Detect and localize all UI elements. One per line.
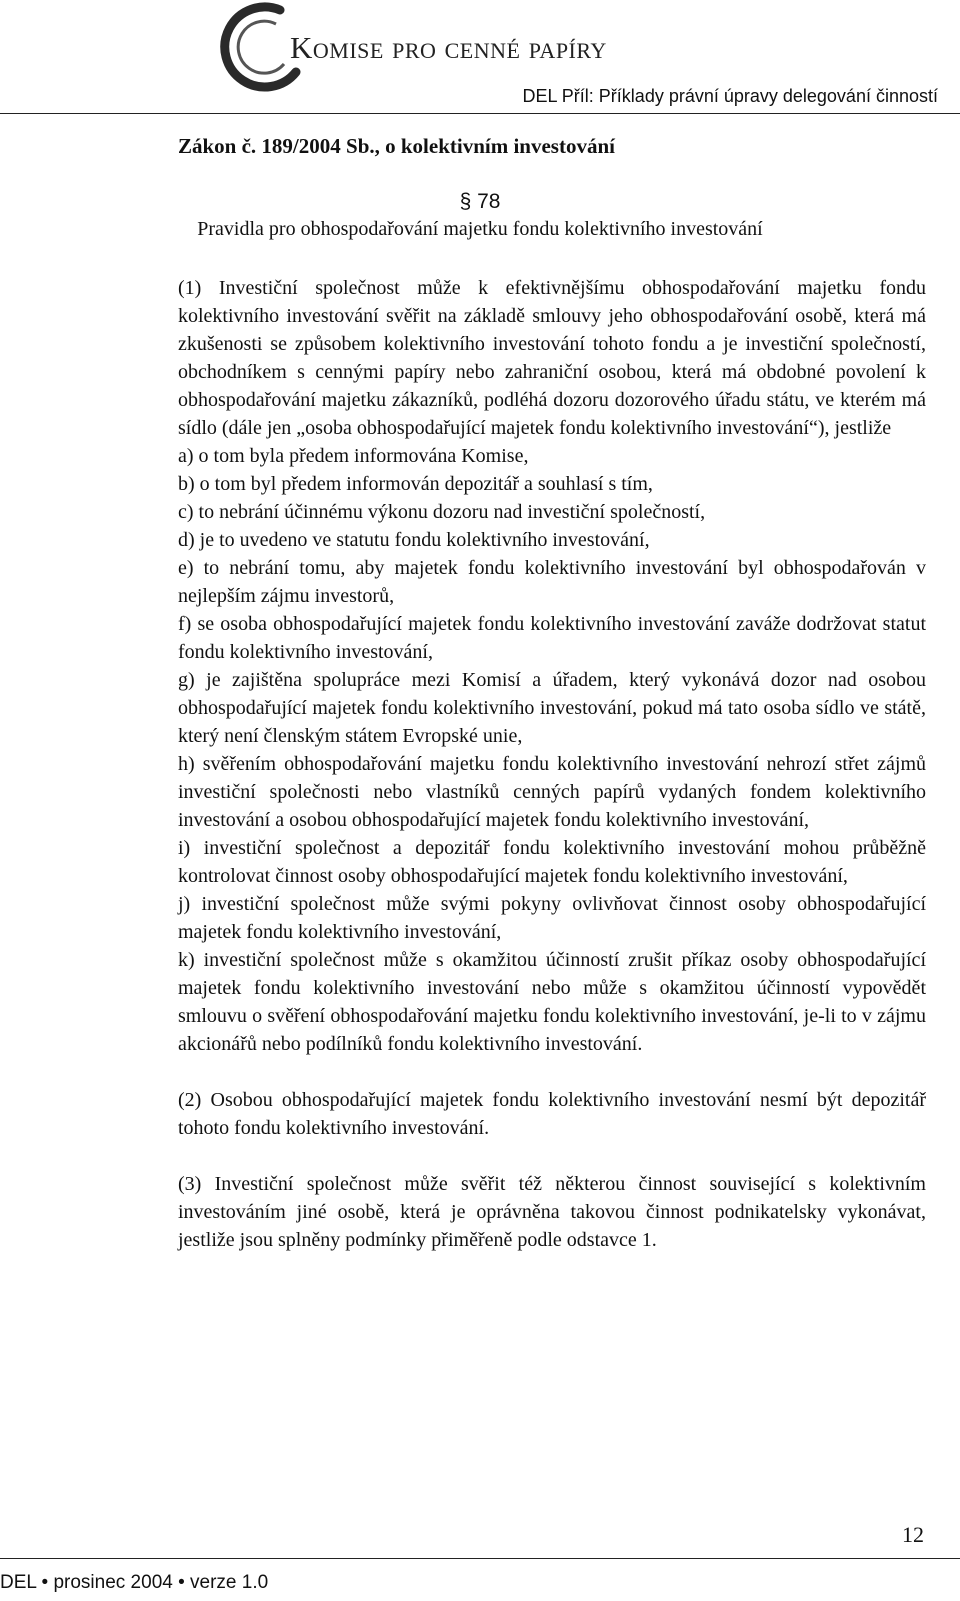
organization-name: Komise pro cenné papíry [290, 30, 607, 65]
section-number: § 78 [459, 190, 501, 213]
list-item: d) je to uvedeno ve statutu fondu kolektivního investování, [178, 529, 650, 551]
page-header [0, 0, 960, 120]
list-item: b) o tom byl předem informován depozitář a souhlasí s tím, [178, 473, 653, 495]
header-divider [0, 113, 960, 114]
paragraph-1-intro: (1) Investiční společnost může k efektivnějšímu obhospodařování majetku fondu kolektivního investování svěřit na základě smlouvy jeho obhospodařování osobě, která má zkušenosti se způsobem kolektivního investování tohoto fondu a je investiční společností, obchodníkem s cennými papíry nebo zahraniční osobou, která má obdobné povolení k obhospodařování majetku zákazníků, podléhá dozoru dozorového úřadu státu, ve kterém má sídlo (dále jen „osoba obhospodařující majetek fondu kolektivního investování“), jestliže [178, 277, 926, 439]
list-item: a) o tom byla předem informována Komise, [178, 445, 529, 467]
list-item: k) investiční společnost může s okamžitou účinností zrušit příkaz osoby obhospodařující majetek fondu kolektivního investování nebo může s okamžitou účinností vypovědět smlouvu o svěření obhospodařování majetku fondu kolektivního investování, je-li to v zájmu akcionářů nebo podílníků fondu kolektivního investování. [178, 949, 926, 1055]
law-title: Zákon č. 189/2004 Sb., o kolektivním investování [178, 134, 615, 158]
footer-divider [0, 1558, 960, 1559]
list-item: g) je zajištěna spolupráce mezi Komisí a úřadem, který vykonává dozor nad osobou obhospodařující majetek fondu kolektivního investování, pokud má tato osoba sídlo ve státě, který není členským státem Evropské unie, [178, 669, 926, 747]
list-item: f) se osoba obhospodařující majetek fondu kolektivního investování zaváže dodržovat statut fondu kolektivního investování, [178, 613, 926, 663]
paragraph-3: (3) Investiční společnost může svěřit též některou činnost související s kolektivním investováním jiné osobě, která je oprávněna takovou činnost podnikatelsky vykonávat, jestliže jsou splněny podmínky přiměřeně podle odstavce 1. [178, 1173, 926, 1251]
law-body [178, 274, 926, 1254]
document-reference: DEL Příl: Příklady právní úpravy delegování činností [522, 86, 938, 106]
page-number: 12 [902, 1522, 924, 1547]
section-title: Pravidla pro obhospodařování majetku fondu kolektivního investování [197, 218, 763, 240]
footer-info: DEL • prosinec 2004 • verze 1.0 [0, 1572, 269, 1593]
list-item: j) investiční společnost může svými pokyny ovlivňovat činnost osoby obhospodařující majetek fondu kolektivního investování, [178, 893, 926, 943]
list-item: h) svěřením obhospodařování majetku fondu kolektivního investování nehrozí střet zájmů investiční společnosti nebo vlastníků cenných papírů vydaných fondem kolektivního investování a osobou obhospodařující majetek fondu kolektivního investování, [178, 753, 926, 831]
list-item: i) investiční společnost a depozitář fondu kolektivního investování mohou průběžně kontrolovat činnost osoby obhospodařující majetek fondu kolektivního investování, [178, 837, 926, 887]
list-item: c) to nebrání účinnému výkonu dozoru nad investiční společností, [178, 501, 706, 523]
list-item: e) to nebrání tomu, aby majetek fondu kolektivního investování byl obhospodařován v nejlepším zájmu investorů, [178, 557, 926, 607]
paragraph-2: (2) Osobou obhospodařující majetek fondu kolektivního investování nesmí být depozitář tohoto fondu kolektivního investování. [178, 1089, 926, 1139]
